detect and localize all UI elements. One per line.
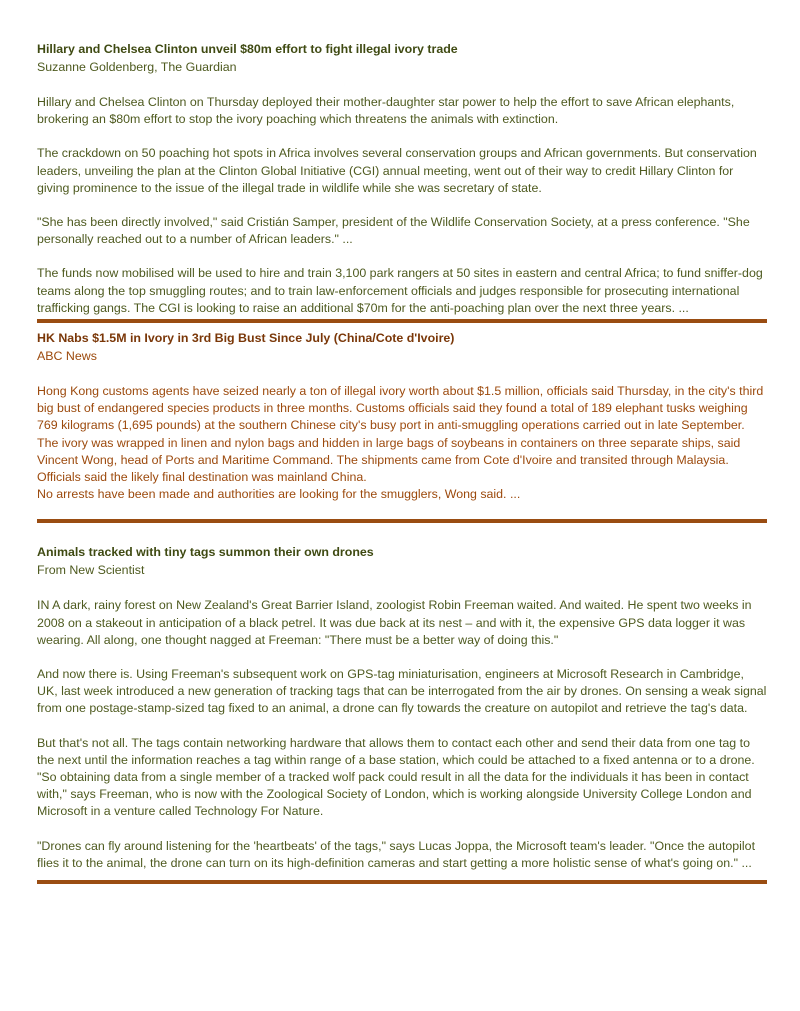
article-paragraph: Hillary and Chelsea Clinton on Thursday deployed their mother-daughter star power to help the effort to save African elephants, brokering an $80m effort to stop the ivory poaching which threatens the animals with extinction. [37,95,735,127]
article-paragraph: And now there is. Using Freeman's subsequent work on GPS-tag miniaturisation, engineers at Microsoft Research in Cambridge, UK, last week introduced a new generation of tracking tags that can be interrogated from the air by drones. On sensing a weak signal from one postage-stamp-sized tag fixed to an animal, a drone can fly towards the creature on autopilot and retrieve the tag's data. [37,667,767,716]
newsletter-page [37,40,767,884]
section-divider [37,519,767,523]
article-paragraph: "She has been directly involved," said Cristián Samper, president of the Wildlife Conservation Society, at a press conference. "She personally reached out to a number of African leaders." ... [37,215,750,247]
article-paragraph: The crackdown on 50 poaching hot spots in Africa involves several conservation groups and African governments. But conservation leaders, unveiling the plan at the Clinton Global Initiative (CGI) annual meeting, went out of their way to credit Hillary Clinton for giving prominence to the issue of the illegal trade in wildlife while she was secretary of state. [37,146,757,195]
article-paragraph: The ivory was wrapped in linen and nylon bags and hidden in large bags of soybeans in containers on three separate ships, said Vincent Wong, head of Ports and Maritime Command. The shipments came from Cote d'Ivoire and transited through Malaysia. Officials said the likely final destination was mainland China. [37,435,741,485]
article-headline: Animals tracked with tiny tags summon their own drones [37,545,374,560]
article-hk-ivory-bust [37,329,767,503]
article-paragraph: No arrests have been made and authorities are looking for the smugglers, Wong said. ... [37,487,521,502]
article-source: From New Scientist [37,563,145,578]
article-paragraph: The funds now mobilised will be used to hire and train 3,100 park rangers at 50 sites in eastern and central Africa; to fund sniffer-dog teams along the top smuggling routes; and to train law-enforcement officials and judges responsible for prosecuting international trafficking gangs. The CGI is looking to raise an additional $70m for the anti-poaching plan over the next three years. ... [37,266,763,315]
article-paragraph: "Drones can fly around listening for the 'heartbeats' of the tags," says Lucas Joppa, the Microsoft team's leader. "Once the autopilot flies it to the animal, the drone can turn on its high-definition cameras and start getting a more holistic sense of what's going on." ... [37,838,756,870]
article-source: ABC News [37,349,97,364]
article-drone-tags [37,543,767,872]
article-paragraph: But that's not all. The tags contain networking hardware that allows them to contact each other and send their data from one tag to the next until the information reaches a tag within range of a base station, which could be attached to a fixed antenna or to a drone. "So obtaining data from a single member of a tracked wolf pack could result in all the data for the individuals it has been in contact with," says Freeman, who is now with the Zoological Society of London, which is working alongside University College London and Microsoft in a venture called Technology For Nature. [37,735,755,819]
section-divider [37,880,767,884]
article-paragraph: Hong Kong customs agents have seized nearly a ton of illegal ivory worth about $1.5 million, officials said Thursday, in the city's third big bust of endangered species products in three months. Customs officials said they found a total of 189 elephant tusks weighing 769 kilograms (1,695 pounds) at the southern Chinese city's busy port in anti-smuggling operations carried out in late September. [37,384,764,433]
section-divider [37,319,767,323]
article-clinton-ivory [37,40,767,317]
article-paragraph: IN A dark, rainy forest on New Zealand's Great Barrier Island, zoologist Robin Freeman waited. And waited. He spent two weeks in 2008 on a stakeout in anticipation of a black petrel. It was due back at its nest – and with it, the expensive GPS data logger it was wearing. All along, one thought nagged at Freeman: "There must be a better way of doing this." [37,598,752,647]
article-source: Suzanne Goldenberg, The Guardian [37,60,237,74]
article-headline: Hillary and Chelsea Clinton unveil $80m effort to fight illegal ivory trade [37,42,458,56]
article-headline: HK Nabs $1.5M in Ivory in 3rd Big Bust Since July (China/Cote d'Ivoire) [37,331,455,346]
